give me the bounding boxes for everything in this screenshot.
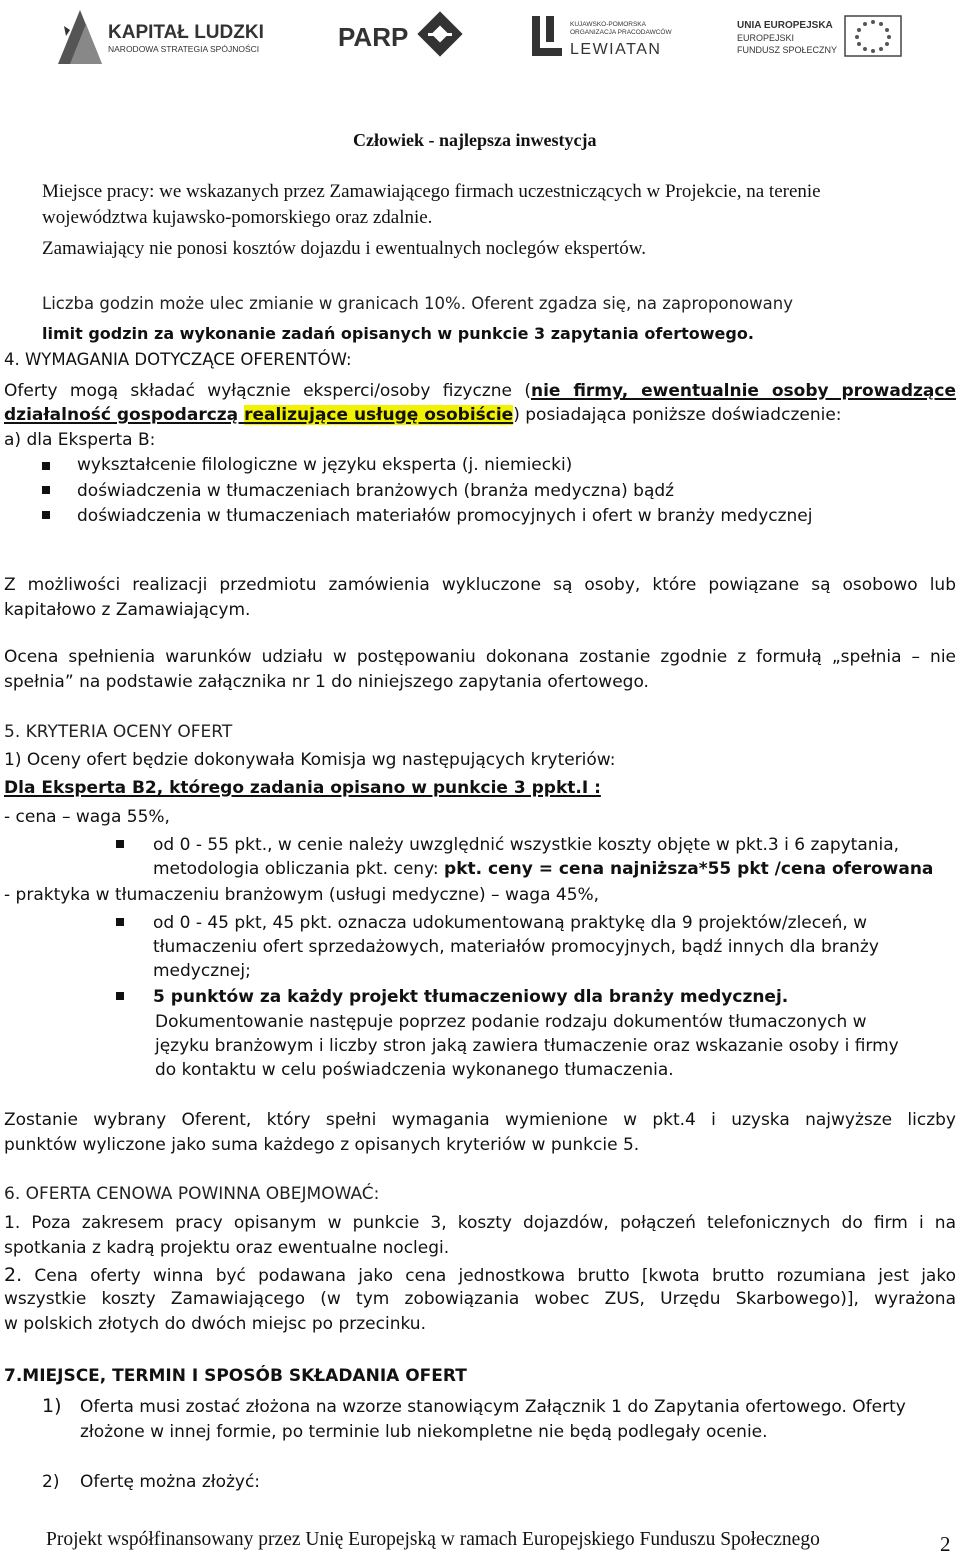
bullet-square-icon — [42, 511, 50, 519]
svg-text:ORGANIZACJA PRACODAWCÓW: ORGANIZACJA PRACODAWCÓW — [570, 29, 672, 36]
practice-item-1-line-3: medycznej; — [153, 961, 251, 981]
price-formula: metodologia obliczania pkt. ceny: pkt. ceny = cena najniższa*55 pkt /cena oferowana — [153, 859, 934, 879]
evaluation-line-1: Ocena spełnienia warunków udziału w postępowaniu dokonana zostanie zgodnie z formułą „spełnia – nie — [4, 647, 956, 667]
slogan: Człowiek - najlepsza inwestycja — [353, 130, 597, 150]
logo-bar — [0, 0, 960, 78]
svg-text:FUNDUSZ SPOŁECZNY: FUNDUSZ SPOŁECZNY — [737, 45, 838, 55]
submission-item-2-number: 2) — [42, 1472, 60, 1492]
kapital-ludzki-logo — [50, 4, 265, 70]
practice-item-1-line-1: od 0 - 45 pkt, 45 pkt. oznacza udokumentowaną praktykę dla 9 projektów/zleceń, w — [153, 913, 868, 933]
offer-item-2-line-2: wszystkie koszty Zamawiającego (w tym zobowiązania wobec ZUS, Urzędu Skarbowego)], wyrażona — [4, 1289, 956, 1309]
submission-item-1-number: 1) — [42, 1395, 62, 1417]
offer-item-2-line-3: w polskich złotych do dwóch miejsc po przecinku. — [4, 1314, 426, 1334]
practice-criterion: - praktyka w tłumaczeniu branżowym (usługi medyczne) – waga 45%, — [4, 885, 600, 905]
highlighted-text: realizujące usługę osobiście — [244, 405, 514, 425]
section-6-title: 6. OFERTA CENOWA POWINNA OBEJMOWAĆ: — [4, 1184, 380, 1204]
bullet-square-icon — [116, 992, 124, 1000]
practice-item-2-line-1: 5 punktów za każdy projekt tłumaczeniowy dla branży medycznej. — [153, 987, 789, 1007]
submission-item-1-line-1: Oferta musi zostać złożona na wzorze stanowiącym Załącznik 1 do Zapytania ofertowego. Oferty — [80, 1397, 906, 1417]
price-item-1: od 0 - 55 pkt., w cenie należy uwzględnić wszystkie koszty objęte w pkt.3 i 6 zapytania, — [153, 835, 900, 855]
price-criterion: - cena – waga 55%, — [4, 807, 170, 827]
practice-item-2-line-2: Dokumentowanie następuje poprzez podanie rodzaju dokumentów tłumaczonych w — [155, 1012, 867, 1032]
submission-item-2: Ofertę można złożyć: — [80, 1472, 261, 1492]
workplace-line-2: województwa kujawsko-pomorskiego oraz zdalnie. — [42, 207, 433, 228]
parp-logo — [338, 4, 470, 70]
section-7-title: 7.MIEJSCE, TERMIN I SPOSÓB SKŁADANIA OFERT — [4, 1366, 467, 1386]
svg-text:LEWIATAN: LEWIATAN — [570, 41, 662, 58]
exclusion-line-2: kapitałowo z Zamawiającym. — [4, 600, 251, 620]
eu-flag-logo — [735, 4, 905, 70]
bullet-square-icon — [116, 840, 124, 848]
offer-item-2-line-1: 2. Cena oferty winna być podawana jako cena jednostkowa brutto [kwota brutto rozumiana jest jako — [4, 1264, 956, 1286]
hours-line-2: limit godzin za wykonanie zadań opisanych w punkcie 3 zapytania ofertowego. — [42, 324, 754, 343]
bullet-square-icon — [116, 918, 124, 926]
requirement-item: doświadczenia w tłumaczeniach materiałów promocyjnych i ofert w branży medycznej — [77, 506, 813, 526]
svg-text:PARP: PARP — [338, 22, 409, 52]
lewiatan-logo — [528, 4, 680, 70]
svg-text:UNIA EUROPEJSKA: UNIA EUROPEJSKA — [737, 20, 833, 31]
bullet-square-icon — [42, 462, 50, 470]
offer-item-1-line-2: spotkania z kadrą projektu oraz ewentualne noclegi. — [4, 1238, 450, 1258]
hours-line-1: Liczba godzin może ulec zmianie w granicach 10%. Oferent zgadza się, na zaproponowany — [42, 294, 793, 313]
section-5-title: 5. KRYTERIA OCENY OFERT — [4, 722, 233, 742]
expert-b-label: a) dla Eksperta B: — [4, 430, 156, 450]
requirement-item: doświadczenia w tłumaczeniach branżowych (branża medyczna) bądź — [77, 481, 675, 501]
page-number: 2 — [940, 1532, 951, 1556]
bullet-square-icon — [42, 486, 50, 494]
svg-text:KUJAWSKO-POMORSKA: KUJAWSKO-POMORSKA — [570, 21, 646, 28]
requirements-line-1: Oferty mogą składać wyłącznie eksperci/osoby fizyczne (nie firmy, ewentualnie osoby prowadzące — [4, 381, 956, 401]
svg-text:NARODOWA STRATEGIA SPÓJNOŚCI: NARODOWA STRATEGIA SPÓJNOŚCI — [108, 44, 260, 54]
workplace-line-1: Miejsce pracy: we wskazanych przez Zamawiającego firmach uczestniczących w Projekcie, na terenie — [42, 181, 821, 202]
practice-item-2-line-4: do kontaktu w celu poświadczenia wykonanego tłumaczenia. — [155, 1060, 674, 1080]
expert-b2-heading: Dla Eksperta B2, którego zadania opisano w punkcie 3 ppkt.I : — [4, 778, 601, 798]
workplace-label: Miejsce pracy — [42, 181, 150, 202]
evaluation-line-2: spełnia” na podstawie załącznika nr 1 do niniejszego zapytania ofertowego. — [4, 672, 649, 692]
submission-item-1-line-2: złożone w innej formie, po terminie lub niekompletne nie będą podlegały ocenie. — [80, 1422, 768, 1442]
winner-line-2: punktów wyliczone jako suma każdego z opisanych kryteriów w punkcie 5. — [4, 1135, 640, 1155]
svg-text:KAPITAŁ LUDZKI: KAPITAŁ LUDZKI — [108, 22, 264, 43]
winner-line-1: Zostanie wybrany Oferent, który spełni wymagania wymienione w pkt.4 i uzyska najwyższe liczby — [4, 1110, 956, 1130]
practice-item-2-line-3: języku branżowym i liczby stron jaką zawiera tłumaczenie oraz wskazanie osoby i firmy — [155, 1036, 899, 1056]
footer-text: Projekt współfinansowany przez Unię Europejską w ramach Europejskiego Funduszu Społecznego — [46, 1529, 820, 1550]
offer-item-1-line-1: 1. Poza zakresem pracy opisanym w punkcie 3, koszty dojazdów, połączeń telefonicznych do firm i na — [4, 1213, 956, 1233]
requirements-line-2: działalność gospodarczą realizujące usługę osobiście) posiadająca poniższe doświadczenie: — [4, 405, 842, 425]
requirement-item: wykształcenie filologiczne w języku eksperta (j. niemiecki) — [77, 455, 573, 475]
exclusion-line-1: Z możliwości realizacji przedmiotu zamówienia wykluczone są osoby, które powiązane są osobowo lub — [4, 575, 956, 595]
section-4-title: 4. WYMAGANIA DOTYCZĄCE OFERENTÓW: — [4, 350, 352, 369]
criteria-intro: 1) Oceny ofert będzie dokonywała Komisja wg następujących kryteriów: — [4, 750, 616, 770]
svg-text:EUROPEJSKI: EUROPEJSKI — [737, 33, 795, 43]
workplace-line-3: Zamawiający nie ponosi kosztów dojazdu i ewentualnych noclegów ekspertów. — [42, 238, 646, 259]
practice-item-1-line-2: tłumaczeniu ofert sprzedażowych, materiałów promocyjnych, bądź innych dla branży — [153, 937, 879, 957]
